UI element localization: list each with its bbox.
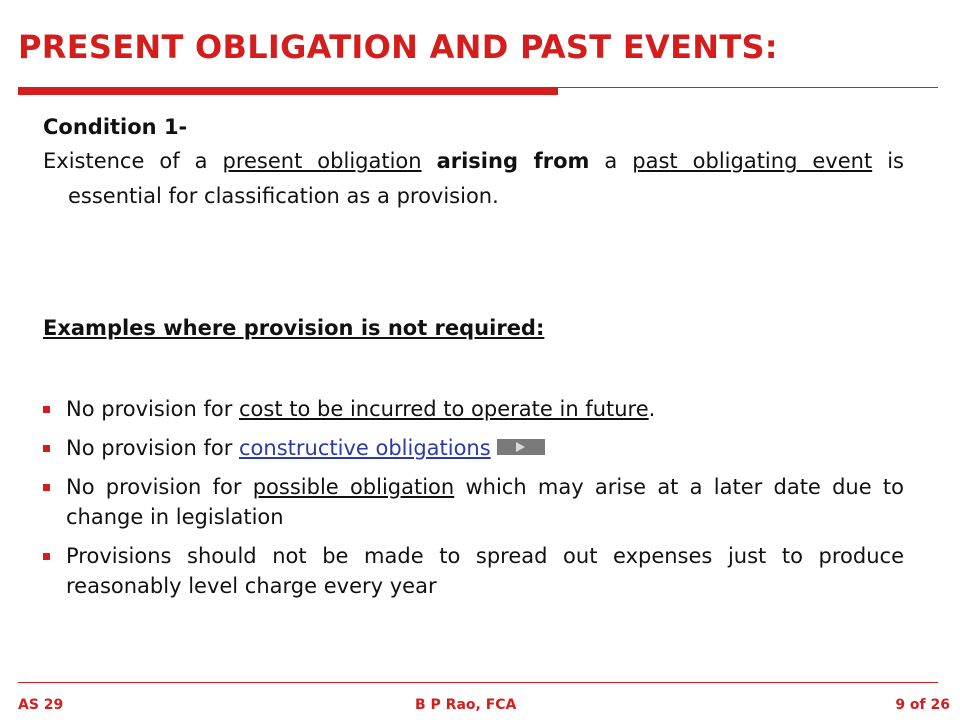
bullet-text-prefix: No provision for: [66, 436, 240, 460]
condition-text-part-1: Existence of a: [43, 149, 223, 173]
constructive-obligations-link[interactable]: constructive obligations: [239, 436, 491, 460]
title-divider-thick: [18, 88, 558, 95]
bullet-text-suffix: which may arise at a later date due to change in legislation: [66, 475, 904, 529]
list-item: [43, 541, 904, 601]
examples-heading: Examples where provision is not required:: [43, 316, 545, 340]
footer-author: B P Rao, FCA: [415, 697, 517, 713]
examples-list: [43, 394, 904, 610]
condition-text-part-4: is essential for classification as a provision.: [68, 149, 904, 208]
square-bullet-icon: [43, 406, 50, 413]
present-obligation-term: present obligation: [222, 149, 422, 173]
bullet-underlined-term: cost to be incurred to operate in future: [239, 397, 649, 421]
square-bullet-icon: [43, 553, 50, 560]
bullet-underlined-term: possible obligation: [252, 475, 455, 499]
bullet-text: Provisions should not be made to spread out expenses just to produce reasonably level charge every year: [66, 544, 904, 598]
footer-page-number: 9 of 26: [895, 697, 950, 713]
bullet-text-suffix: .: [648, 397, 656, 421]
condition-text-part-3: a: [589, 149, 633, 173]
list-item: [43, 394, 904, 424]
square-bullet-icon: [43, 484, 50, 491]
slide-content: [43, 110, 904, 598]
list-item: [43, 472, 904, 532]
play-arrow-icon: [516, 442, 525, 452]
condition-text-part-2: [422, 149, 437, 173]
past-obligating-event-term: past obligating event: [632, 149, 873, 173]
list-item: [43, 433, 904, 463]
footer-standard-label: AS 29: [18, 697, 64, 713]
next-slide-button[interactable]: [497, 439, 545, 455]
footer-divider: [18, 682, 938, 683]
bullet-text-prefix: No provision for: [66, 397, 240, 421]
condition-paragraph: [43, 144, 904, 214]
condition-title: Condition 1-: [43, 115, 188, 139]
square-bullet-icon: [43, 445, 50, 452]
bullet-text-prefix: No provision for: [66, 475, 253, 499]
arising-from-term: arising from: [436, 149, 590, 173]
slide-title: PRESENT OBLIGATION AND PAST EVENTS:: [18, 28, 778, 66]
